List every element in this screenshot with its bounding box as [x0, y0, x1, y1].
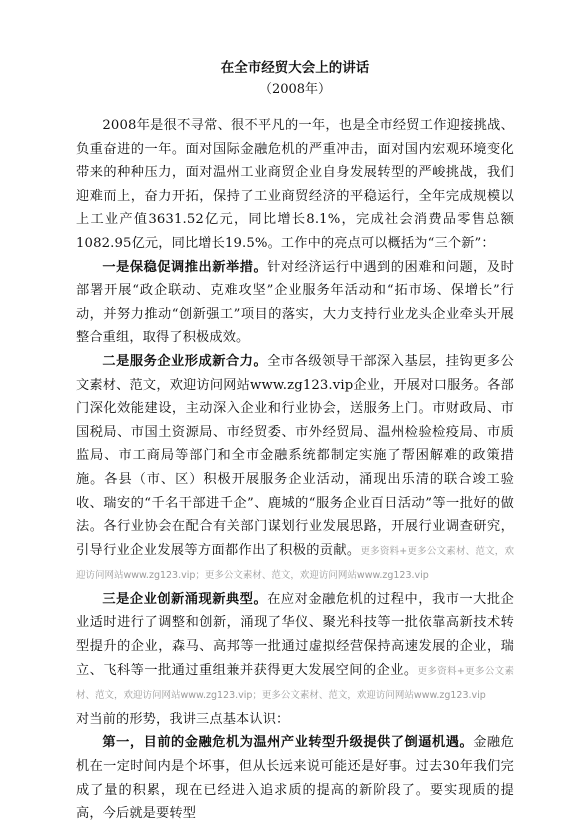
document-year: （2008年）	[258, 82, 332, 97]
highlight-paragraph-1	[76, 256, 514, 350]
highlight-2-lead: 二是服务企业形成新合力。	[102, 353, 268, 369]
intro-paragraph: 2008年是很不寻常、很不平凡的一年，也是全市经贸工作迎接挑战、负重奋进的一年。面对国际金融危机的严重冲击，面对国内宏观环境变化带来的种种压力，面对温州工业商贸企业自身发展转型的严峻挑战，我们迎难而上，奋力开拓，保持了工业商贸经济的平稳运行，全年完成规模以上工业产值3631.52亿元，同比增长8.1%，完成社会消费品零售总额1082.95亿元，同比增长19.5%。工作中的亮点可以概括为“三个新”：	[76, 118, 514, 251]
view-1-body: 金融危机在一定时间内是个坏事，但从长远来说可能还是好事。过去30年我们完成了量的积累，现在已经进入追求质的提高的新阶段了。要实现质的提高，今后就是要转型	[76, 735, 514, 822]
highlight-3-lead: 三是企业创新涌现新典型。	[102, 591, 268, 607]
view-1-lead: 第一，目前的金融危机为温州产业转型升级提供了倒逼机遇。	[102, 735, 474, 751]
views-intro-paragraph: 对当前的形势，我讲三点基本认识：	[76, 711, 290, 727]
document-title: 在全市经贸大会上的讲话	[220, 60, 370, 76]
highlight-1-body: 针对经济运行中遇到的困难和问题，及时部署开展“政企联动、克难攻坚”企业服务年活动和“拓市场、保增长”行动，并努力推动“创新强工”项目的落实，大力支持行业龙头企业牵头开展整合重组，取得了积极成效。	[76, 259, 514, 346]
highlight-3-body: 在应对金融危机的过程中，我市一大批企业适时进行了调整和创新，涌现了华仪、聚光科技等一批依靠高新技术转型提升的企业，森马、高邦等一批通过虚拟经营保持高速发展的企业，瑞立、飞科等一批通过重组兼并获得更大发展空间的企业。	[76, 591, 514, 678]
highlight-paragraph-3	[76, 588, 514, 708]
watermark-text-1: 更多资料+更多公文素材、范文，欢迎访问网站www.zg123.vip；更多公文素材、范文，欢迎访问网站www.zg123.vip	[76, 545, 514, 582]
highlight-paragraph-2	[76, 350, 514, 588]
document-page	[76, 52, 514, 826]
view-paragraph-1	[76, 731, 514, 825]
watermark-text-2: 更多资料+更多公文素材、范文，欢迎访问网站www.zg123.vip；更多公文素材、范文，欢迎访问网站www.zg123.vip	[76, 665, 514, 702]
highlight-1-lead: 一是保稳促调推出新举措。	[102, 259, 268, 275]
highlight-2-body: 全市各级领导干部深入基层，挂钩更多公文素材、范文，欢迎访问网站www.zg123.vip企业，开展对口服务。各部门深化效能建设，主动深入企业和行业协会，送服务上门。市财政局、市国税局、市国土资源局、市经贸委、市外经贸局、温州检验检疫局、市质监局、市工商局等部门和全市金融系统都制定实施了帮困解难的政策措施。各县（市、区）积极开展服务企业活动，涌现出乐清的联合竣工验收、瑞安的“千名干部进千企”、鹿城的“服务企业百日活动”等一批好的做法。各行业协会在配合有关部门谋划行业发展思路，开展行业调查研究，引导行业企业发展等方面都作出了积极的贡献。	[76, 353, 514, 558]
